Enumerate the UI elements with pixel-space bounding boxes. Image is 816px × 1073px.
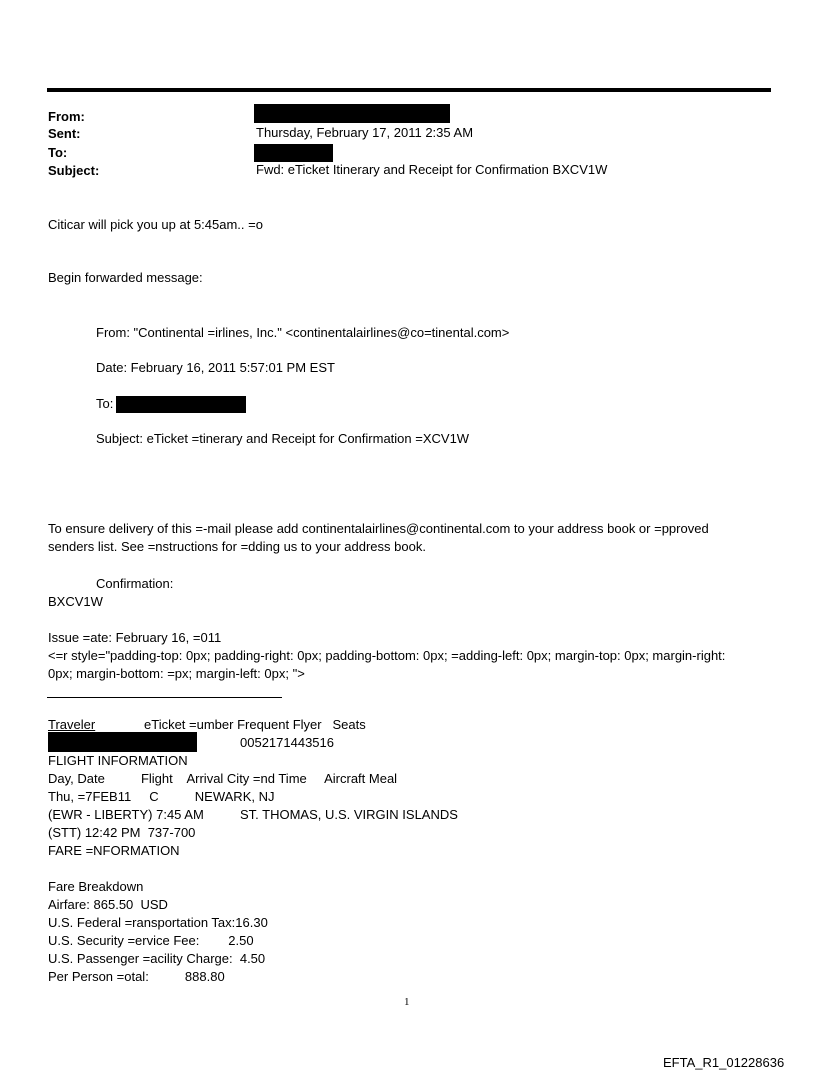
delivery-line-1: To ensure delivery of this =-mail please add continentalairlines@continental.com to your address book or =pproved — [48, 521, 709, 536]
sent-value: Thursday, February 17, 2011 2:35 AM — [256, 125, 474, 140]
fwd-subject: Subject: eTicket =tinerary and Receipt for Confirmation =XCV1W — [96, 431, 470, 446]
separator-rule — [47, 697, 282, 698]
flight-info-heading: FLIGHT INFORMATION — [48, 753, 188, 768]
header-rule — [47, 88, 771, 92]
style-line-1: <=r style="padding-top: 0px; padding-right: 0px; padding-bottom: 0px; =adding-left: 0px; margin-top: 0px; margin-right: — [48, 648, 726, 663]
total-line: Per Person =otal: 888.80 — [48, 969, 225, 984]
page-number: 1 — [404, 996, 410, 1008]
redacted-fwd-to — [116, 396, 246, 413]
traveler-label: Traveler — [48, 717, 96, 732]
bates-number: EFTA_R1_01228636 — [663, 1055, 785, 1070]
redacted-to — [254, 144, 333, 162]
subject-label: Subject: — [48, 163, 100, 178]
from-label: From: — [48, 109, 85, 124]
ticket-header: eTicket =umber Frequent Flyer Seats — [144, 717, 366, 732]
confirmation-label: Confirmation: — [96, 576, 174, 591]
confirmation-code: BXCV1W — [48, 594, 103, 609]
redacted-from — [254, 104, 450, 123]
fwd-date: Date: February 16, 2011 5:57:01 PM EST — [96, 360, 335, 375]
subject-value: Fwd: eTicket Itinerary and Receipt for Confirmation BXCV1W — [256, 162, 608, 177]
issue-date: Issue =ate: February 16, =011 — [48, 630, 222, 645]
ticket-number: 0052171443516 — [240, 735, 334, 750]
fwd-from: From: "Continental =irlines, Inc." <continentalairlines@co=tinental.com> — [96, 325, 510, 340]
flight-row-3: (STT) 12:42 PM 737-700 — [48, 825, 196, 840]
fwd-to: To: — [96, 396, 114, 411]
style-line-2: 0px; margin-bottom: =px; margin-left: 0px; "> — [48, 666, 305, 681]
body-line-forwarded: Begin forwarded message: — [48, 270, 203, 285]
sent-label: Sent: — [48, 126, 81, 141]
airfare-line: Airfare: 865.50 USD — [48, 897, 168, 912]
to-label: To: — [48, 145, 68, 160]
redacted-traveler — [48, 732, 197, 752]
passenger-charge-line: U.S. Passenger =acility Charge: 4.50 — [48, 951, 266, 966]
fare-breakdown: Fare Breakdown — [48, 879, 144, 894]
flight-row-2-right: ST. THOMAS, U.S. VIRGIN ISLANDS — [240, 807, 458, 822]
flight-columns: Day, Date Flight Arrival City =nd Time Aircraft Meal — [48, 771, 398, 786]
fare-info-heading: FARE =NFORMATION — [48, 843, 180, 858]
flight-row-2-left: (EWR - LIBERTY) 7:45 AM — [48, 807, 204, 822]
security-fee-line: U.S. Security =ervice Fee: 2.50 — [48, 933, 254, 948]
delivery-line-2: senders list. See =nstructions for =dding us to your address book. — [48, 539, 426, 554]
tax-line: U.S. Federal =ransportation Tax:16.30 — [48, 915, 268, 930]
flight-row-1: Thu, =7FEB11 C NEWARK, NJ — [48, 789, 275, 804]
body-line-citicar: Citicar will pick you up at 5:45am.. =o — [48, 217, 263, 232]
